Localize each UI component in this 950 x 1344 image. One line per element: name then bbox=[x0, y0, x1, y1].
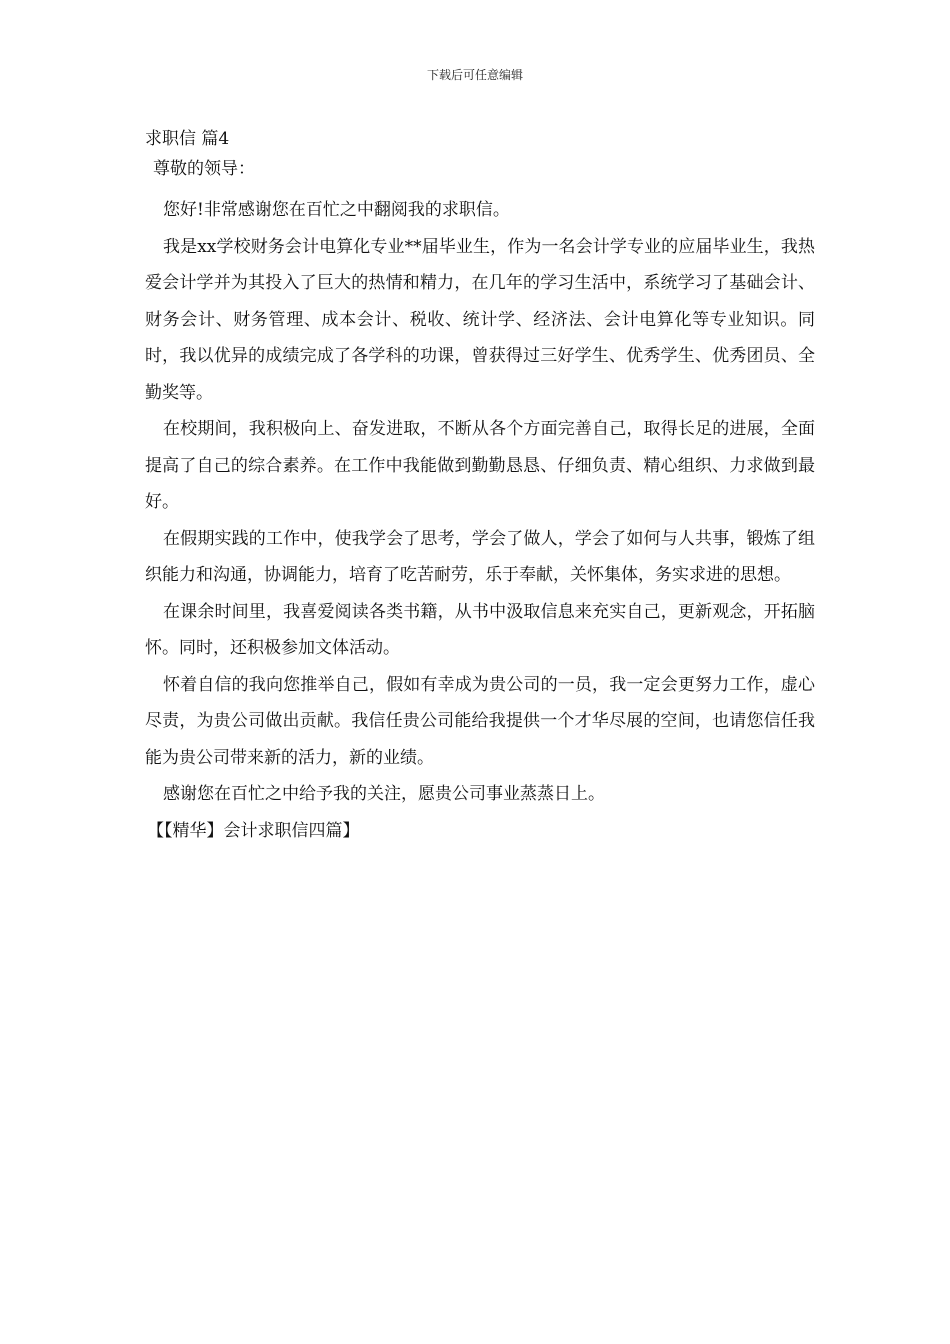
letter-salutation: 尊敬的领导： bbox=[153, 159, 255, 179]
document-footer-title: 【【精华】会计求职信四篇】 bbox=[147, 820, 360, 841]
letter-paragraph-education: 我是xx学校财务会计电算化专业**届毕业生，作为一名会计学专业的应届毕业生，我热爱会计学并为其投入了巨大的热情和精力，在几年的学习生活中，系统学习了基础会计、财务会计、财务管理、成本会计、税收、统计学、经济法、会计电算化等专业知识。同时，我以优异的成绩完成了各学科的功课，曾获得过三好学生、优秀学生、优秀团员、全勤奖等。 bbox=[145, 236, 815, 403]
letter-paragraph-closing: 感谢您在百忙之中给予我的关注，愿贵公司事业蒸蒸日上。 bbox=[163, 784, 605, 804]
letter-title: 求职信 篇4 bbox=[145, 129, 230, 149]
letter-paragraph-practice: 在假期实践的工作中，使我学会了思考，学会了做人，学会了如何与人共事，锻炼了组织能力和沟通，协调能力，培育了吃苦耐劳，乐于奉献，关怀集体，务实求进的思想。 bbox=[145, 528, 815, 585]
letter-paragraph-recommend: 怀着自信的我向您推举自己，假如有幸成为贵公司的一员，我一定会更努力工作，虚心尽责，为贵公司做出贡献。我信任贵公司能给我提供一个才华尽展的空间，也请您信任我能为贵公司带来新的活力，新的业绩。 bbox=[145, 674, 815, 768]
letter-paragraph-greeting: 您好!非常感谢您在百忙之中翻阅我的求职信。 bbox=[163, 200, 510, 220]
letter-body bbox=[145, 126, 815, 849]
letter-paragraph-school: 在校期间，我积极向上、奋发进取，不断从各个方面完善自己，取得长足的进展，全面提高了自己的综合素养。在工作中我能做到勤勤恳恳、仔细负责、精心组织、力求做到最好。 bbox=[145, 419, 815, 512]
header-note: 下载后可任意编辑 bbox=[426, 68, 523, 82]
letter-paragraph-hobbies: 在课余时间里，我喜爱阅读各类书籍，从书中汲取信息来充实自己，更新观念，开拓脑怀。同时，还积极参加文体活动。 bbox=[145, 601, 815, 658]
